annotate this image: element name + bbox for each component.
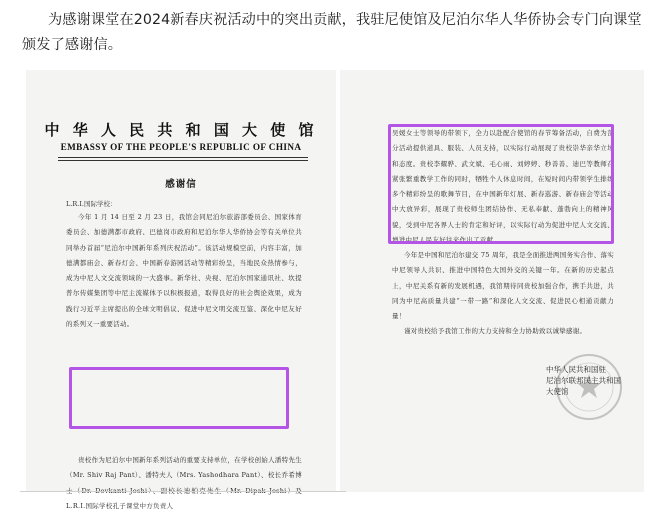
letter-body-anniversary: 今年是中国和尼泊尔建交 75 周年，我是全面推进两国务实合作、落实中尼领导人共识、推进中国特色大国外交的关键一年。在新的历史起点上，中尼关系有新的发展机遇，我馆期待同贵校加强合作，携手共进，共同为中尼高质量共建“一带一路”和深化人文交流、促进民心相通贡献力量！ [392,251,614,321]
letterhead-rule [58,157,308,158]
highlight-box-page-2 [388,124,614,244]
letter-heading: 感谢信 [165,179,197,190]
letter-body-main: 今年 1 月 14 日至 2 月 23 日，我馆会同尼泊尔旅游部委员会、国家体育委员会、加德满都市政府、巴德岗市政府和尼泊尔华人华侨协会等有关单位共同举办首届“尼泊尔中国新年系列庆祝活动”。该活动规模空前，内容丰富，加德满都庙会、新春灯会、中国新春游园活动等精彩纷呈，当地民众热情参与，成为中尼人文交流领域的一大盛事。新华社、央视、尼泊尔国家通讯社、坎提普尔传媒集团等中尼主流媒体予以积极报道，取得良好的社会舆论效果，成为践行习近平主席提出的全球文明倡议、促进中尼文明交流互鉴、深化中尼友好的系列又一重要活动。 [66,213,302,329]
letter-salutation: L.R.I.国际学校： [66,200,117,208]
embassy-title-english: EMBASSY OF THE PEOPLE'S REPUBLIC OF CHINA [60,142,302,152]
letter-closing: 谨对贵校给予我馆工作的大力支持和全力协助致以诚挚感谢。 [404,327,587,335]
letter-body-continued: 吴媛女士等领导的带领下，全力以赴配合使馆的春节筹备活动，自费为部分活动提供道具、服装、人员支持，以实际行动展现了贵校崇华亲华立场和态度。贵校李耀骅、武文斌、毛心雨、刘婷婷、秒善善、迪巴等教师在紧张繁重教学工作的同时，牺牲个人休息时间，在短时间内带领学生排练多个精彩纷呈的歌舞节目，在中国新年灯展、新春巡游、新春庙会等活动中大放异彩，展现了贵校师生团结协作、无私奉献、蓬勃向上的精神风貌，受到中尼各界人士的肯定和好评，以实际行动为促进中尼人文交流、增进中尼人民友好往来作出了贡献。 [392,129,614,245]
highlight-box-page-1 [69,367,289,429]
embassy-title-chinese: 中 华 人 民 共 和 国 大 使 馆 [44,121,318,139]
signature-line-2: 尼泊尔联邦民主共和国 [546,376,621,385]
signature-line-1: 中华人民共和国驻 [546,365,606,374]
caption-paragraph: 为感谢课堂在2024新春庆祝活动中的突出贡献，我驻尼使馆及尼泊尔华人华侨协会专门向课堂颁发了感谢信。 [22,12,642,53]
signature-and-seal [538,350,628,440]
bottom-divider [20,491,346,492]
signature-line-3: 大使馆 [546,387,569,396]
letterhead-rule-thin [58,160,308,161]
letter-body-highlighted: 贵校作为尼泊尔中国新年系列活动的重要支持单位，在学校创始人潘特先生（Mr. Shiv Raj Pant）、潘特夫人（Mrs. Yashodhara Pant）、校长乔希博 L.R.I.国际学校孔子课堂中方负责人 [66,456,302,510]
